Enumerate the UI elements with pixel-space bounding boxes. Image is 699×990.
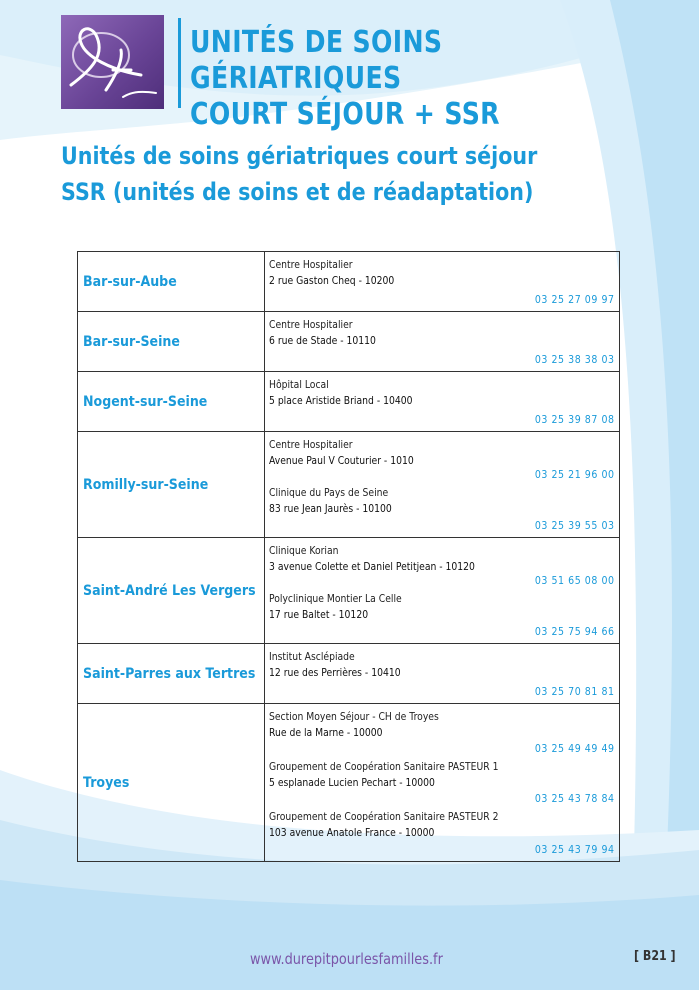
city-cell — [78, 644, 265, 704]
facility-phone: 03 25 43 79 94 — [535, 844, 615, 856]
city-cell — [78, 432, 265, 538]
subtitle-line1: Unités de soins gériatriques court séjour — [61, 142, 538, 170]
facility-phone: 03 25 27 09 97 — [535, 294, 615, 306]
facility-address: 5 esplanade Lucien Pechart - 10000 — [269, 777, 435, 789]
table-row — [78, 538, 620, 644]
section-subtitle — [61, 138, 537, 210]
city-cell — [78, 312, 265, 372]
facility-name: Groupement de Coopération Sanitaire PASTEUR 2 — [269, 811, 499, 823]
info-cell — [265, 372, 620, 432]
facility-address: 5 place Aristide Briand - 10400 — [269, 395, 413, 407]
facility-address: Avenue Paul V Couturier - 1010 — [269, 455, 414, 467]
facility-phone: 03 25 75 94 66 — [535, 626, 615, 638]
facility-address: 12 rue des Perrières - 10410 — [269, 667, 401, 679]
city-cell — [78, 704, 265, 862]
units-table — [77, 251, 620, 862]
facility-entry — [269, 377, 615, 427]
facility-address: Rue de la Marne - 10000 — [269, 727, 383, 739]
footer-website-link[interactable]: www.durepitpourlesfamilles.fr — [250, 950, 443, 968]
info-cell — [265, 644, 620, 704]
facility-entry — [269, 649, 615, 699]
city-cell — [78, 372, 265, 432]
info-cell — [265, 538, 620, 644]
table-row — [78, 644, 620, 704]
facility-address: 83 rue Jean Jaurès - 10100 — [269, 503, 392, 515]
facility-address: 17 rue Baltet - 10120 — [269, 609, 369, 621]
facility-phone: 03 51 65 08 00 — [535, 575, 615, 587]
facility-name: Centre Hospitalier — [269, 319, 353, 331]
facility-entry — [269, 543, 615, 588]
city-name: Romilly-sur-Seine — [83, 476, 209, 493]
facility-entry — [269, 591, 615, 639]
facility-entry — [269, 257, 615, 307]
table-row — [78, 432, 620, 538]
facility-name: Hôpital Local — [269, 379, 329, 391]
city-cell — [78, 252, 265, 312]
facility-phone: 03 25 39 55 03 — [535, 520, 615, 532]
header-title-line1: UNITÉS DE SOINS GÉRIATRIQUES — [190, 25, 443, 96]
facility-name: Institut Asclépiade — [269, 651, 355, 663]
facility-phone: 03 25 49 49 49 — [535, 743, 615, 755]
city-name: Nogent-sur-Seine — [83, 393, 208, 410]
table-row — [78, 312, 620, 372]
facility-name: Centre Hospitalier — [269, 259, 353, 271]
facility-address: 6 rue de Stade - 10110 — [269, 335, 376, 347]
facility-entry — [269, 709, 615, 756]
facility-entry — [269, 317, 615, 367]
city-name: Bar-sur-Seine — [83, 333, 180, 350]
header-title-line2: COURT SÉJOUR + SSR — [190, 97, 500, 132]
city-name: Saint-André Les Vergers — [83, 582, 256, 599]
facility-name: Centre Hospitalier — [269, 439, 353, 451]
city-cell — [78, 538, 265, 644]
info-cell — [265, 252, 620, 312]
subtitle-line2: SSR (unités de soins et de réadaptation) — [61, 178, 534, 206]
info-cell — [265, 704, 620, 862]
city-name: Saint-Parres aux Tertres — [83, 665, 256, 682]
facility-phone: 03 25 21 96 00 — [535, 469, 615, 481]
info-cell — [265, 432, 620, 538]
page-header-title — [190, 25, 618, 133]
city-name: Bar-sur-Aube — [83, 273, 177, 290]
page-number: [ B21 ] — [634, 949, 676, 964]
facility-address: 2 rue Gaston Cheq - 10200 — [269, 275, 395, 287]
table-row — [78, 252, 620, 312]
facility-address: 103 avenue Anatole France - 10000 — [269, 827, 435, 839]
facility-phone: 03 25 38 38 03 — [535, 354, 615, 366]
facility-name: Clinique Korian — [269, 545, 339, 557]
facility-phone: 03 25 70 81 81 — [535, 686, 615, 698]
facility-name: Polyclinique Montier La Celle — [269, 593, 402, 605]
repit-familles-logo — [61, 15, 164, 109]
facility-address: 3 avenue Colette et Daniel Petitjean - 10120 — [269, 561, 475, 573]
facility-name: Section Moyen Séjour - CH de Troyes — [269, 711, 439, 723]
header-divider — [178, 18, 181, 108]
facility-entry — [269, 485, 615, 533]
facility-entry — [269, 759, 615, 806]
facility-entry — [269, 437, 615, 482]
facility-phone: 03 25 39 87 08 — [535, 414, 615, 426]
table-row — [78, 372, 620, 432]
facility-phone: 03 25 43 78 84 — [535, 793, 615, 805]
facility-entry — [269, 809, 615, 857]
logo-mark-icon — [61, 15, 164, 109]
table-row — [78, 704, 620, 862]
city-name: Troyes — [83, 774, 130, 791]
facility-name: Clinique du Pays de Seine — [269, 487, 389, 499]
info-cell — [265, 312, 620, 372]
facility-name: Groupement de Coopération Sanitaire PASTEUR 1 — [269, 761, 499, 773]
